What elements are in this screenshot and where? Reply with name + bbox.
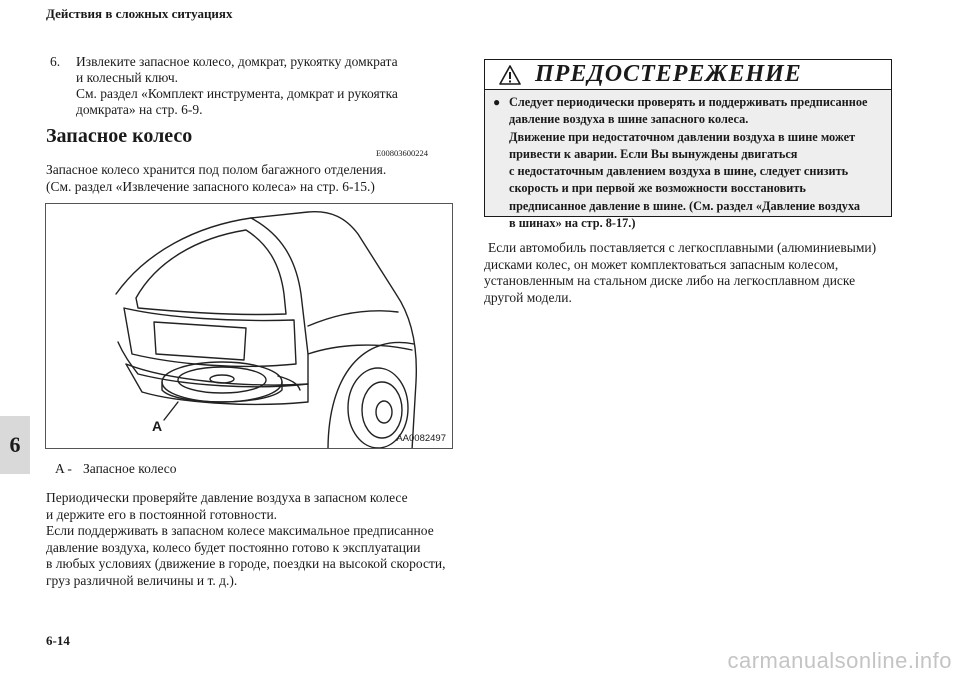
intro-line: (См. раздел «Извлечение запасного колеса» на стр. 6-15.) — [46, 178, 375, 194]
chapter-tab: 6 — [0, 416, 30, 474]
warning-line: в шинах» на стр. 8-17.) — [509, 216, 636, 231]
paragraph-line: дисками колес, он может комплектоваться запасным колесом, — [484, 256, 839, 272]
warning-text — [509, 94, 867, 232]
warning-line: давление воздуха в шине запасного колеса. — [509, 112, 749, 127]
paragraph-line: установленным на стальном диске либо на легкосплавном диске — [484, 273, 856, 288]
warning-line: предписанное давление в шине. (См. раздел «Давление воздуха — [509, 198, 861, 213]
paragraph-line: и держите его в постоянной готовности. — [46, 506, 278, 522]
step-line: и колесный ключ. — [76, 70, 179, 85]
step-text — [76, 54, 398, 118]
warning-line: скорость и при первой же возможности восстановить — [509, 181, 806, 196]
figure-callout-a: A — [152, 418, 163, 434]
caption-letter: A - — [55, 461, 72, 476]
running-header: Действия в сложных ситуациях — [46, 6, 233, 21]
step-line: домкрата» на стр. 6-9. — [76, 102, 203, 117]
warning-header — [485, 60, 891, 90]
vehicle-rear-illustration — [46, 204, 453, 449]
warning-line: привести к аварии. Если Вы вынуждены двигаться — [509, 146, 798, 161]
alloy-wheel-paragraph — [484, 240, 914, 306]
watermark[interactable]: carmanualsonline.info — [727, 648, 952, 673]
warning-line: Следует периодически проверять и поддерживать предписанное — [509, 95, 868, 109]
paragraph-line: груз различной величины и т. д.). — [46, 572, 238, 588]
warning-triangle-icon — [499, 65, 521, 85]
step-line: См. раздел «Комплект инструмента, домкрат и рукоятка — [76, 86, 398, 101]
section-heading: Запасное колесо — [46, 125, 193, 147]
maintenance-paragraph — [46, 490, 460, 589]
warning-title: ПРЕДОСТЕРЕЖЕНИЕ — [535, 61, 802, 87]
caption-text: Запасное колесо — [83, 461, 177, 476]
paragraph-line: Периодически проверяйте давление воздуха в запасном колесе — [46, 490, 408, 505]
warning-line: с недостаточным давлением воздуха в шине, следует снизить — [509, 164, 849, 179]
paragraph-line: Если автомобиль поставляется с легкосплавными (алюминиевыми) — [488, 240, 877, 255]
paragraph-line: в любых условиях (движение в городе, поездки на высокой скорости, — [46, 556, 446, 571]
bullet-icon: ● — [493, 95, 501, 109]
warning-item — [485, 90, 891, 232]
warning-box — [484, 59, 892, 231]
step-item-6 — [50, 54, 460, 118]
section-intro — [46, 162, 456, 195]
intro-line: Запасное колесо хранится под полом багажного отделения. — [46, 162, 387, 177]
step-list — [50, 54, 460, 118]
step-number: 6. — [50, 54, 61, 69]
paragraph-line: другой модели. — [484, 289, 572, 305]
paragraph-line: давление воздуха, колесо будет постоянно готово к эксплуатации — [46, 539, 421, 555]
figure-caption — [55, 461, 177, 477]
paragraph-line: Если поддерживать в запасном колесе максимальное предписанное — [46, 523, 434, 538]
section-code: E00803600224 — [376, 148, 428, 158]
figure-spare-wheel — [45, 203, 453, 449]
figure-code: AA0082497 — [396, 433, 446, 444]
warning-line: Движение при недостаточном давлении воздуха в шине может — [509, 129, 856, 144]
page-number: 6-14 — [46, 633, 70, 648]
step-line: Извлеките запасное колесо, домкрат, рукоятку домкрата — [76, 54, 398, 69]
